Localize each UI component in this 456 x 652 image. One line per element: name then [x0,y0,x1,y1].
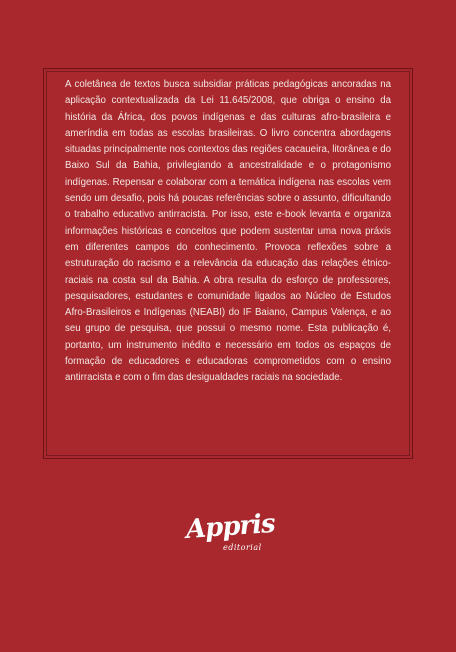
publisher-logo-name: Appris [184,508,276,545]
back-cover-blurb: A coletânea de textos busca subsidiar práticas pedagógicas ancoradas na aplicação contextualizada da Lei 11.645/2008, que obriga o ensino da história da África, dos povos indígenas e das culturas afro-brasileira e ameríndia em todas as escolas brasileiras. O livro concentra abordagens situadas principalmente nos contextos das regiões cacaueira, litorânea e do Baixo Sul da Bahia, privilegiando a ancestralidade e o protagonismo indígenas. Repensar e colaborar com a temática indígena nas escolas vem sendo um desafio, pois há poucas referências sobre o assunto, dificultando o trabalho educativo antirracista. Por isso, este e-book levanta e organiza informações históricas e conceitos que podem sustentar uma nova práxis em diferentes campos do conhecimento. Provoca reflexões sobre a estruturação do racismo e a relevância da educação das relações étnico-raciais na costa sul da Bahia. A obra resulta do esforço de professores, pesquisadores, estudantes e comunidade ligados ao Núcleo de Estudos Afro-Brasileiros e Indígenas (NEABI) do IF Baiano, Campus Valença, e ao seu grupo de pesquisa, que possui o mesmo nome. Esta publicação é, portanto, um instrumento inédito e necessário em todos os espaços de formação de educadores e educadoras comprometidos com o ensino antirracista e com o fim das desigualdades raciais na sociedade. [65,79,391,384]
publisher-logo [184,508,276,561]
publisher-logo-tagline: editorial [223,543,262,552]
